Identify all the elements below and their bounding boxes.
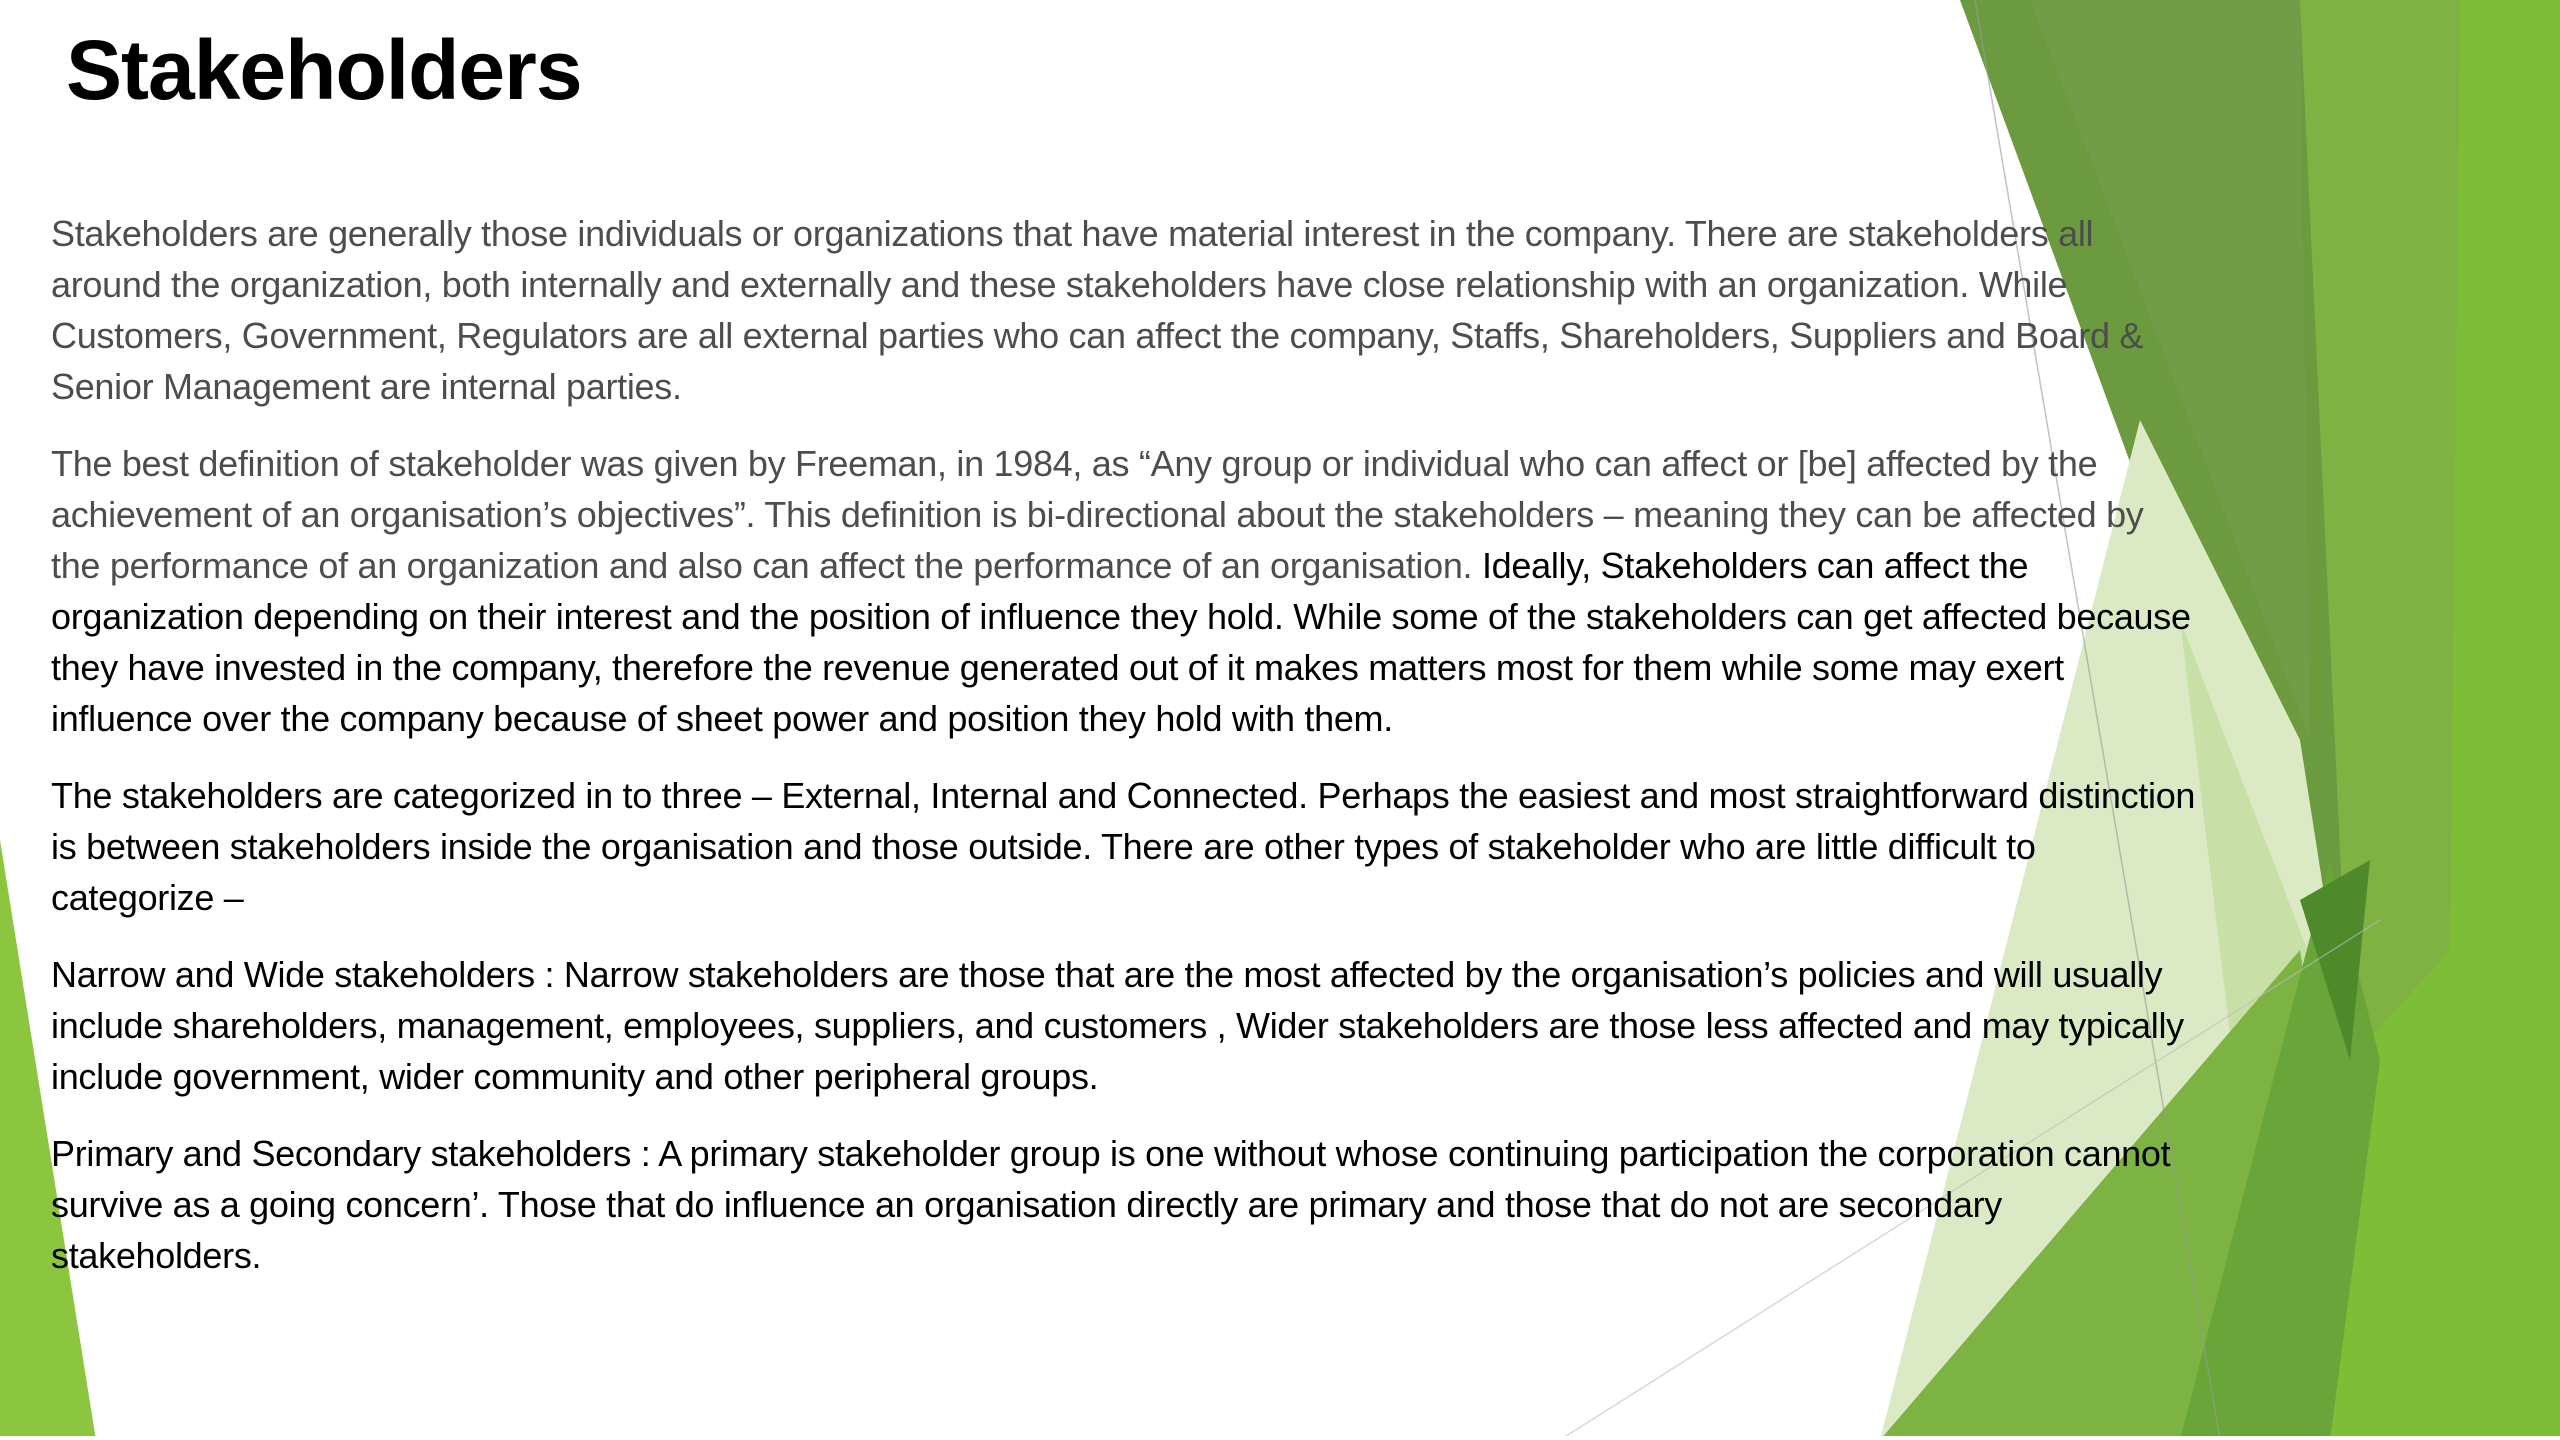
paragraph-text: The best definition of stakeholder was given by Freeman, in 1984, as “Any group or individual who can affect or [be] affected by the achievement of an organisation’s objectives”. This definition is bi-directional about the stakeholders – meaning they can be affected by the performance of an organization and also can affect the performance of an organisation.: [51, 443, 2144, 586]
paragraph-text: Ideally, Stakeholders can affect the organization depending on their interest and the position of influence they hold. While some of the stakeholders can get affected because they have invested in the company, therefore the revenue generated out of it makes matters most for them while some may exert influence over the company because of sheet power and position they hold with them.: [51, 545, 2191, 739]
paragraph-text: Stakeholders are generally those individuals or organizations that have material interest in the company. There are stakeholders all around the organization, both internally and externally and these stakeholders have close relationship with an organization. While Customers, Government, Regulators are all external parties who can affect the company, Staffs, Shareholders, Suppliers and Board & Senior Management are internal parties.: [51, 213, 2144, 407]
bottom-edge-strip: [0, 1436, 2560, 1440]
paragraph-freeman-definition: [51, 438, 2201, 744]
paragraph-stakeholder-intro: [51, 208, 2201, 412]
paragraph-narrow-wide: [51, 949, 2201, 1102]
paragraph-categories: [51, 770, 2201, 923]
paragraph-text: The stakeholders are categorized in to three – External, Internal and Connected. Perhaps the easiest and most straightforward distinction is between stakeholders inside the organisation and those outside. There are other types of stakeholder who are little difficult to categorize –: [51, 775, 2196, 918]
paragraph-text: Primary and Secondary stakeholders : A primary stakeholder group is one without whose continuing participation the corporation cannot survive as a going concern’. Those that do influence an organisation directly are primary and those that do not are secondary stakeholders.: [51, 1133, 2171, 1276]
paragraph-text: Narrow and Wide stakeholders : Narrow stakeholders are those that are the most affected by the organisation’s policies and will usually include shareholders, management, employees, suppliers, and customers , Wider stakeholders are those less affected and may typically include government, wider community and other peripheral groups.: [51, 954, 2184, 1097]
slide-title: Stakeholders: [66, 23, 582, 117]
slide-body: [51, 208, 2201, 1307]
paragraph-primary-secondary: [51, 1128, 2201, 1281]
